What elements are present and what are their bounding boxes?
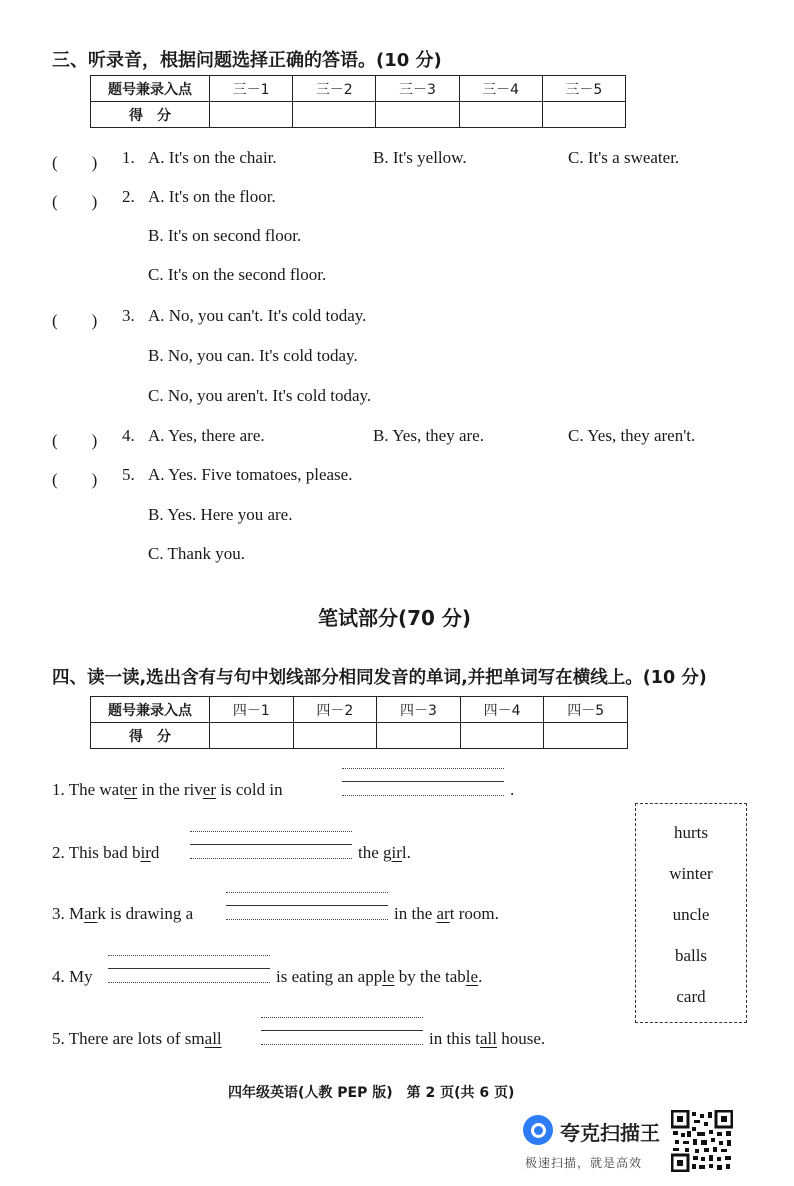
text-segment: 1. The wat (52, 780, 124, 799)
text-segment: . (478, 967, 483, 986)
answer-paren-1[interactable]: ( ) (52, 153, 98, 172)
score-table-header-cell: 三－5 (542, 76, 625, 102)
text-segment: in the (394, 904, 437, 923)
q1-number: 1. (122, 148, 135, 167)
score-table-header-cell: 四－2 (293, 697, 377, 723)
score-table-4 (90, 696, 628, 749)
sentence-1 (52, 780, 283, 800)
sentence-3-start (52, 904, 193, 924)
q3-option-b: B. No, you can. It's cold today. (148, 346, 358, 365)
score-cell[interactable] (293, 102, 376, 128)
text-segment: l. (401, 843, 411, 862)
q2-option-a: A. It's on the floor. (148, 187, 276, 206)
underlined-sound: ir (391, 843, 402, 862)
underlined-sound: all (480, 1029, 498, 1048)
scanner-tagline: 极速扫描，就是高效 (525, 1156, 643, 1170)
score-table-header-cell: 四－4 (460, 697, 544, 723)
q1-option-b: B. It's yellow. (373, 148, 467, 167)
q3-option-a: A. No, you can't. It's cold today. (148, 306, 367, 325)
score-cell[interactable] (210, 723, 294, 749)
q2-option-b: B. It's on second floor. (148, 226, 302, 245)
answer-blank-3[interactable] (226, 892, 388, 920)
sentence-3-end (394, 904, 499, 924)
answer-blank-1[interactable] (342, 768, 504, 796)
q5-option-b: B. Yes. Here you are. (148, 505, 293, 524)
score-cell[interactable] (542, 102, 625, 128)
score-cell[interactable] (459, 102, 542, 128)
score-cell[interactable] (376, 102, 459, 128)
answer-blank-4[interactable] (108, 955, 270, 983)
score-cell[interactable] (210, 102, 293, 128)
word-bank-item: balls (674, 946, 708, 965)
text-segment: in the riv (137, 780, 203, 799)
word-bank-item: uncle (672, 905, 710, 924)
underlined-sound: le (465, 967, 479, 986)
score-table-header-cell: 四－5 (544, 697, 628, 723)
section-4-heading: 四、读一读,选出含有与句中划线部分相同发音的单词,并把单词写在横线上。(10 分) (52, 668, 707, 688)
text-segment: is eating an app (276, 967, 383, 986)
score-table-header-cell: 四－1 (210, 697, 294, 723)
score-cell[interactable] (377, 723, 461, 749)
score-table-header-cell: 题号兼录入点 (91, 697, 210, 723)
answer-paren-2[interactable]: ( ) (52, 192, 98, 211)
q2-number: 2. (122, 187, 135, 206)
word-bank-item: hurts (674, 823, 708, 842)
text-segment: k is drawing a (97, 904, 194, 923)
q5-option-a: A. Yes. Five tomatoes, please. (148, 465, 353, 484)
q4-option-b: B. Yes, they are. (373, 426, 484, 445)
word-bank-item: card (676, 987, 706, 1006)
q3-number: 3. (122, 306, 135, 325)
q5-option-c: C. Thank you. (148, 544, 245, 563)
score-table-header-cell: 三－2 (293, 76, 376, 102)
score-table-header-cell: 三－1 (210, 76, 293, 102)
answer-paren-5[interactable]: ( ) (52, 470, 98, 489)
sentence-4-end (276, 967, 482, 987)
underlined-sound: ir (140, 843, 151, 862)
text-segment: t room. (449, 904, 499, 923)
sentence-4-start: 4. My (52, 967, 93, 986)
score-label-cell: 得 分 (91, 723, 210, 749)
q1-option-a: A. It's on the chair. (148, 148, 277, 167)
sentence-5-end (429, 1029, 545, 1049)
text-segment: 5. There are lots of sm (52, 1029, 205, 1048)
underlined-sound: ar (436, 904, 450, 923)
text-segment: by the tab (394, 967, 466, 986)
word-bank-item: winter (669, 864, 713, 883)
sentence-1-end: . (510, 780, 515, 799)
text-segment: 3. M (52, 904, 85, 923)
answer-paren-4[interactable]: ( ) (52, 431, 98, 450)
page-footer: 四年级英语(人教 PEP 版) 第 2 页(共 6 页) (228, 1085, 515, 1101)
score-cell[interactable] (544, 723, 628, 749)
scanner-app-name: 夸克扫描王 (560, 1121, 660, 1145)
scanner-logo-icon (523, 1115, 553, 1145)
q4-number: 4. (122, 426, 135, 445)
sentence-5-start (52, 1029, 222, 1049)
score-table-header-cell: 题号兼录入点 (91, 76, 210, 102)
underlined-sound: le (382, 967, 395, 986)
text-segment: d (150, 843, 160, 862)
underlined-sound: all (204, 1029, 222, 1048)
q2-option-c: C. It's on the second floor. (148, 265, 327, 284)
underlined-sound: ar (84, 904, 98, 923)
answer-blank-2[interactable] (190, 831, 352, 859)
score-table-header-cell: 四－3 (377, 697, 461, 723)
underlined-sound: er (202, 780, 216, 799)
answer-paren-3[interactable]: ( ) (52, 311, 98, 330)
score-label-cell: 得 分 (91, 102, 210, 128)
text-segment: is cold in (216, 780, 283, 799)
q5-number: 5. (122, 465, 135, 484)
answer-blank-5[interactable] (261, 1017, 423, 1045)
underlined-sound: er (123, 780, 138, 799)
sentence-2-end (358, 843, 411, 863)
text-segment: in this t (429, 1029, 481, 1048)
text-segment: house. (497, 1029, 546, 1048)
sentence-2-start (52, 843, 159, 863)
score-table-3 (90, 75, 626, 128)
section-3-heading: 三、听录音，根据问题选择正确的答语。(10 分) (52, 50, 442, 71)
score-cell[interactable] (460, 723, 544, 749)
score-table-header-cell: 三－3 (376, 76, 459, 102)
word-bank (635, 803, 747, 1023)
q4-option-a: A. Yes, there are. (148, 426, 265, 445)
text-segment: 2. This bad b (52, 843, 141, 862)
qr-code-icon (671, 1110, 733, 1172)
written-part-title: 笔试部分(70 分) (318, 606, 472, 630)
text-segment: the g (358, 843, 392, 862)
q1-option-c: C. It's a sweater. (568, 148, 680, 167)
score-table-header-cell: 三－4 (459, 76, 542, 102)
q3-option-c: C. No, you aren't. It's cold today. (148, 386, 372, 405)
q4-option-c: C. Yes, they aren't. (568, 426, 696, 445)
score-cell[interactable] (293, 723, 377, 749)
